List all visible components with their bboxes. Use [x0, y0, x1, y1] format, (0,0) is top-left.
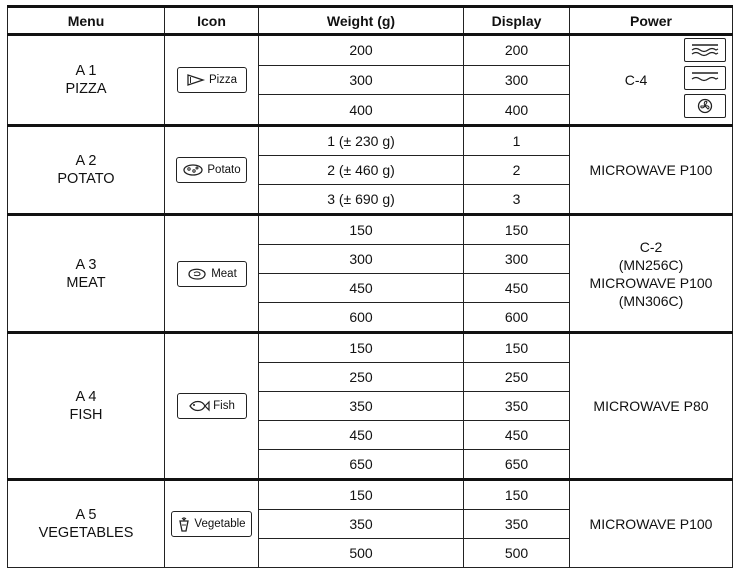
power-cell [570, 215, 733, 333]
power-label: MICROWAVE P100 [589, 162, 713, 178]
menu-name: POTATO [57, 171, 115, 187]
grill-bottom-icon [684, 66, 726, 90]
weight-cell: 500 [259, 539, 464, 568]
table-row [8, 35, 733, 66]
menu-name: VEGETABLES [38, 525, 134, 541]
display-cell: 300 [464, 245, 570, 274]
vegetable-button [171, 511, 251, 537]
display-cell: 650 [464, 450, 570, 480]
fish-icon [188, 399, 210, 413]
weight-cell: 1 (± 230 g) [259, 126, 464, 156]
display-cell: 150 [464, 215, 570, 245]
weight-cell: 300 [259, 65, 464, 95]
icon-cell [165, 333, 259, 480]
weight-cell: 600 [259, 303, 464, 333]
menu-name: MEAT [66, 274, 106, 291]
icon-cell [165, 126, 259, 215]
display-cell: 350 [464, 392, 570, 421]
icon-cell [165, 480, 259, 568]
display-cell: 600 [464, 303, 570, 333]
table-row [8, 333, 733, 363]
power-cell [570, 126, 733, 215]
header-display: Display [464, 7, 570, 35]
table-row [8, 215, 733, 245]
header-weight: Weight (g) [259, 7, 464, 35]
icon-label: Potato [207, 164, 241, 176]
display-cell: 300 [464, 65, 570, 95]
icon-label: Pizza [208, 74, 238, 86]
power-label: C-4 [624, 72, 648, 88]
power-label: (MN306C) [618, 292, 684, 309]
vegetable-icon [177, 515, 191, 533]
table-row [8, 126, 733, 156]
menu-code: A 1 [75, 63, 97, 79]
weight-cell: 250 [259, 363, 464, 392]
potato-button [176, 157, 246, 183]
display-cell: 250 [464, 363, 570, 392]
display-cell: 450 [464, 274, 570, 303]
header-power: Power [570, 7, 733, 35]
display-cell: 400 [464, 95, 570, 126]
auto-menu-table [7, 5, 733, 568]
power-label: MICROWAVE P100 [589, 274, 713, 291]
grill-top-icon [684, 38, 726, 62]
pizza-button [177, 67, 247, 93]
menu-name: FISH [69, 407, 103, 423]
icon-label: Vegetable [194, 518, 246, 530]
display-cell: 200 [464, 35, 570, 66]
display-cell: 150 [464, 333, 570, 363]
weight-cell: 150 [259, 333, 464, 363]
table-body [8, 35, 733, 568]
power-label: C-2 [639, 238, 663, 255]
pizza-slice-icon [186, 73, 206, 87]
display-cell: 150 [464, 480, 570, 510]
menu-cell [8, 215, 165, 333]
power-label: MICROWAVE P100 [589, 516, 713, 532]
potato-icon [182, 163, 204, 177]
meat-button [177, 261, 247, 287]
menu-cell [8, 480, 165, 568]
weight-cell: 450 [259, 421, 464, 450]
menu-cell [8, 333, 165, 480]
weight-cell: 300 [259, 245, 464, 274]
menu-code: A 5 [75, 507, 97, 523]
weight-cell: 650 [259, 450, 464, 480]
menu-code: A 2 [75, 153, 97, 169]
weight-cell: 3 (± 690 g) [259, 185, 464, 215]
display-cell: 350 [464, 510, 570, 539]
weight-cell: 2 (± 460 g) [259, 156, 464, 185]
weight-cell: 150 [259, 480, 464, 510]
power-label: MICROWAVE P80 [593, 398, 709, 414]
power-cell [570, 35, 733, 126]
weight-cell: 350 [259, 510, 464, 539]
weight-cell: 450 [259, 274, 464, 303]
menu-name: PIZZA [65, 81, 107, 97]
header-icon: Icon [165, 7, 259, 35]
weight-cell: 150 [259, 215, 464, 245]
power-icons [684, 38, 726, 118]
icon-cell [165, 35, 259, 126]
meat-icon [186, 267, 208, 281]
display-cell: 450 [464, 421, 570, 450]
weight-cell: 200 [259, 35, 464, 66]
icon-label: Fish [213, 400, 235, 412]
power-cell [570, 480, 733, 568]
display-cell: 500 [464, 539, 570, 568]
menu-code: A 4 [75, 389, 97, 405]
icon-cell [165, 215, 259, 333]
menu-cell [8, 126, 165, 215]
menu-cell [8, 35, 165, 126]
display-cell: 2 [464, 156, 570, 185]
header-menu: Menu [8, 7, 165, 35]
icon-label: Meat [211, 267, 237, 280]
table-row [8, 480, 733, 510]
power-cell [570, 333, 733, 480]
power-label: (MN256C) [618, 256, 684, 273]
weight-cell: 350 [259, 392, 464, 421]
display-cell: 3 [464, 185, 570, 215]
display-cell: 1 [464, 126, 570, 156]
table-header-row [8, 7, 733, 35]
fish-button [177, 393, 247, 419]
fan-icon [684, 94, 726, 118]
weight-cell: 400 [259, 95, 464, 126]
menu-code: A 3 [75, 256, 97, 273]
